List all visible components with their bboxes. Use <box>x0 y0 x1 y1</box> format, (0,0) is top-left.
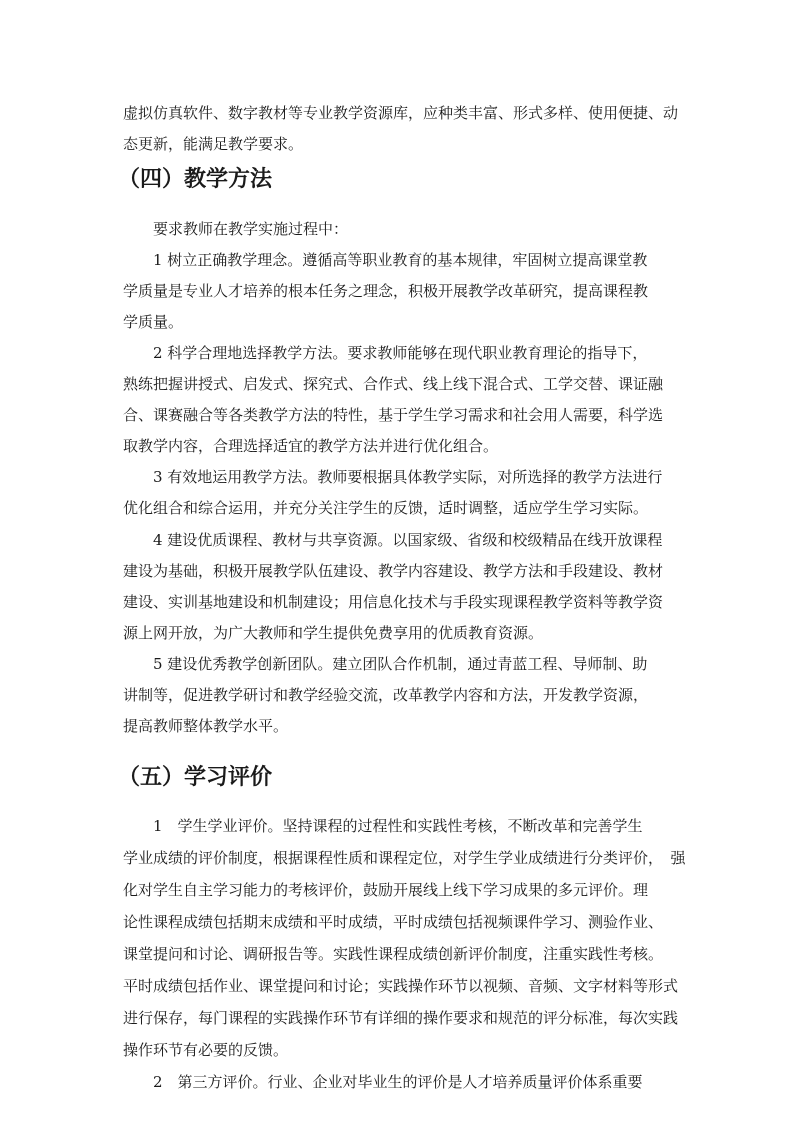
section-heading: （五）学习评价 <box>118 765 273 790</box>
text-line: 取教学内容，合理选择适宜的教学方法并进行优化组合。 <box>123 437 499 455</box>
text-line: 学质量是专业人才培养的根本任务之理念，积极开展教学改革研究，提高课程教 <box>123 282 649 300</box>
section-heading: （四）教学方法 <box>118 167 273 192</box>
text-line: 2 科学合理地选择教学方法。要求教师能够在现代职业教育理论的指导下， <box>153 344 648 362</box>
text-line: 学质量。 <box>123 313 184 331</box>
text-line: 1 树立正确教学理念。遵循高等职业教育的基本规律，牢固树立提高课堂教 <box>153 251 648 269</box>
text-line: 4 建设优质课程、教材与共享资源。以国家级、省级和校级精品在线开放课程 <box>153 531 663 549</box>
text-line: 讲制等，促进教学研讨和教学经验交流，改革教学内容和方法，开发教学资源， <box>123 686 649 704</box>
text-line: 优化组合和综合运用，并充分关注学生的反馈，适时调整，适应学生学习实际。 <box>123 499 649 517</box>
text-line: 化对学生自主学习能力的考核评价，鼓励开展线上线下学习成果的多元评价。理 <box>123 881 649 899</box>
text-line: 要求教师在教学实施过程中： <box>153 220 349 238</box>
text-line: 源上网开放，为广大教师和学生提供免费享用的优质教育资源。 <box>123 624 544 642</box>
text-line: 建设为基础，积极开展教学队伍建设、教学内容建设、教学方法和手段建设、教材 <box>123 562 664 580</box>
text-line: 进行保存，每门课程的实践操作环节有详细的操作要求和规范的评分标准，每次实践 <box>123 1009 679 1027</box>
text-line: 合、课赛融合等各类教学方法的特性，基于学生学习需求和社会用人需要，科学选 <box>123 406 664 424</box>
text-line: 平时成绩包括作业、课堂提问和讨论；实践操作环节以视频、音频、文字材料等形式 <box>123 977 679 995</box>
text-line: 3 有效地运用教学方法。教师要根据具体教学实际，对所选择的教学方法进行 <box>153 468 663 486</box>
text-line: 态更新，能满足教学要求。 <box>123 135 304 153</box>
text-line: 2 第三方评价。行业、企业对毕业生的评价是人才培养质量评价体系重要 <box>153 1073 643 1091</box>
text-line: 1 学生学业评价。坚持课程的过程性和实践性考核，不断改革和完善学生 <box>153 817 643 835</box>
text-line: 提高教师整体教学水平。 <box>123 717 289 735</box>
text-line: 5 建设优秀教学创新团队。建立团队合作机制，通过青蓝工程、导师制、助 <box>153 655 648 673</box>
text-line: 论性课程成绩包括期末成绩和平时成绩，平时成绩包括视频课件学习、测验作业、 <box>123 913 664 931</box>
text-line: 建设、实训基地建设和机制建设；用信息化技术与手段实现课程教学资料等教学资 <box>123 593 664 611</box>
text-line: 虚拟仿真软件、数字教材等专业教学资源库，应种类丰富、形式多样、使用便捷、动 <box>123 104 679 122</box>
text-line: 学业成绩的评价制度，根据课程性质和课程定位，对学生学业成绩进行分类评价， 强 <box>123 849 686 867</box>
text-line: 熟练把握讲授式、启发式、探究式、合作式、线上线下混合式、工学交替、课证融 <box>123 375 664 393</box>
text-line: 操作环节有必要的反馈。 <box>123 1041 289 1059</box>
text-line: 课堂提问和讨论、调研报告等。实践性课程成绩创新评价制度，注重实践性考核。 <box>123 945 664 963</box>
